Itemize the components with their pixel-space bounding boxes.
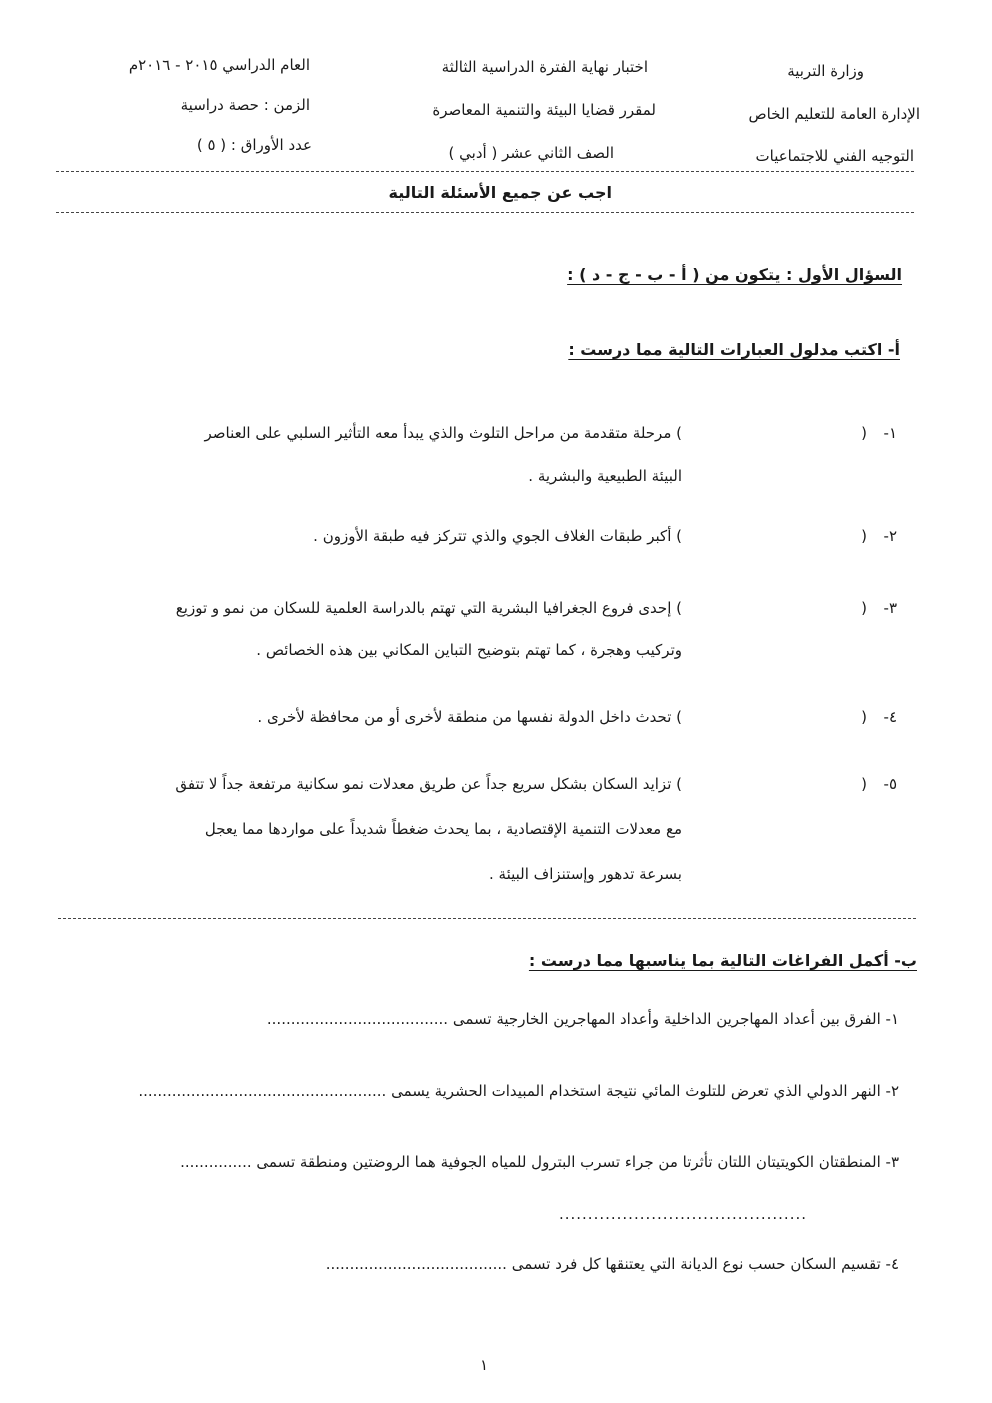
exam-duration: الزمن : حصة دراسية xyxy=(180,96,310,114)
fill-blank-text: ٤- تقسيم السكان حسب نوع الديانة التي يعتنقها كل فرد تسمى xyxy=(511,1255,899,1273)
header-divider-lower xyxy=(56,212,914,213)
academic-year: العام الدراسي ٢٠١٥ - ٢٠١٦م xyxy=(128,56,310,74)
fill-blank-text: ١- الفرق بين أعداد المهاجرين الداخلية وأعداد المهاجرين الخارجية تسمى xyxy=(452,1010,899,1028)
item-number: ٣- xyxy=(883,599,897,617)
item-number: ٥- xyxy=(883,775,897,793)
page-number: ١ xyxy=(479,1356,489,1374)
answer-blank[interactable]: ............... xyxy=(180,1153,252,1171)
exam-title: اختبار نهاية الفترة الدراسية الثالثة xyxy=(441,58,648,76)
item-number: ٤- xyxy=(883,708,897,726)
directorate-name: الإدارة العامة للتعليم الخاص xyxy=(748,105,920,123)
answer-blank-continued[interactable]: ........................................... xyxy=(558,1205,807,1223)
item-text: ) تحدث داخل الدولة نفسها من منطقة لأخرى أو من محافظة لأخرى . xyxy=(257,708,682,726)
item-text-continued: وتركيب وهجرة ، كما تهتم بتوضيح التباين المكاني بين هذه الخصائص . xyxy=(256,641,682,659)
instruction-heading: اجب عن جميع الأسئلة التالية xyxy=(388,183,612,202)
answer-paren: ( xyxy=(861,599,867,617)
answer-paren: ( xyxy=(861,775,867,793)
page-count: عدد الأوراق : ( ٥ ) xyxy=(196,136,312,154)
item-number: ١- xyxy=(883,424,897,442)
fill-blank-text: ٢- النهر الدولي الذي تعرض للتلوث المائي نتيجة استخدام المبيدات الحشرية يسمى xyxy=(391,1082,899,1100)
item-text: ) إحدى فروع الجغرافيا البشرية التي تهتم بالدراسة العلمية للسكان من نمو و توزيع xyxy=(175,599,682,617)
section-divider xyxy=(58,918,916,919)
grade-level: الصف الثاني عشر ( أدبي ) xyxy=(448,144,614,162)
item-text: ) تزايد السكان بشكل سريع جداً عن طريق معدلات نمو سكانية مرتفعة جداً لا تتفق xyxy=(175,775,682,793)
item-number: ٢- xyxy=(883,527,897,545)
item-text-continued: مع معدلات التنمية الإقتصادية ، بما يحدث ضغطاً شديداً على مواردها مما يعجل xyxy=(204,820,682,838)
answer-paren: ( xyxy=(861,708,867,726)
fill-blank-text: ٣- المنطقتان الكويتيتان اللتان تأثرتا من جراء تسرب البترول للمياه الجوفية هما الروضتين ومنطقة تسمى xyxy=(256,1153,899,1171)
question-1-title: السؤال الأول : يتكون من ( أ - ب - ج - د ) : xyxy=(567,265,902,284)
ministry-name: وزارة التربية xyxy=(787,62,864,80)
course-name: لمقرر قضايا البيئة والتنمية المعاصرة xyxy=(432,101,656,119)
answer-paren: ( xyxy=(861,527,867,545)
department-name: التوجيه الفني للاجتماعيات xyxy=(755,147,914,165)
item-text-continued: بسرعة تدهور وإستنزاف البيئة . xyxy=(488,865,682,883)
header-divider xyxy=(56,171,914,172)
part-b-title: ب- أكمل الفراغات التالية بما يناسبها مما درست : xyxy=(528,951,917,970)
fill-blank-item xyxy=(180,1153,899,1171)
fill-blank-item xyxy=(267,1010,899,1028)
fill-blank-item xyxy=(138,1082,899,1100)
answer-paren: ( xyxy=(861,424,867,442)
part-a-title: أ- اكتب مدلول العبارات التالية مما درست : xyxy=(568,340,900,359)
answer-blank[interactable]: .................................................... xyxy=(138,1082,387,1100)
answer-blank[interactable]: ...................................... xyxy=(266,1010,449,1028)
answer-blank[interactable]: ...................................... xyxy=(325,1255,507,1273)
item-text: ) مرحلة متقدمة من مراحل التلوث والذي يبدأ معه التأثير السلبي على العناصر xyxy=(204,424,682,442)
item-text-continued: البيئة الطبيعية والبشرية . xyxy=(528,467,682,485)
item-text: ) أكبر طبقات الغلاف الجوي والذي تتركز فيه طبقة الأوزون . xyxy=(313,527,682,545)
fill-blank-item xyxy=(326,1255,899,1273)
